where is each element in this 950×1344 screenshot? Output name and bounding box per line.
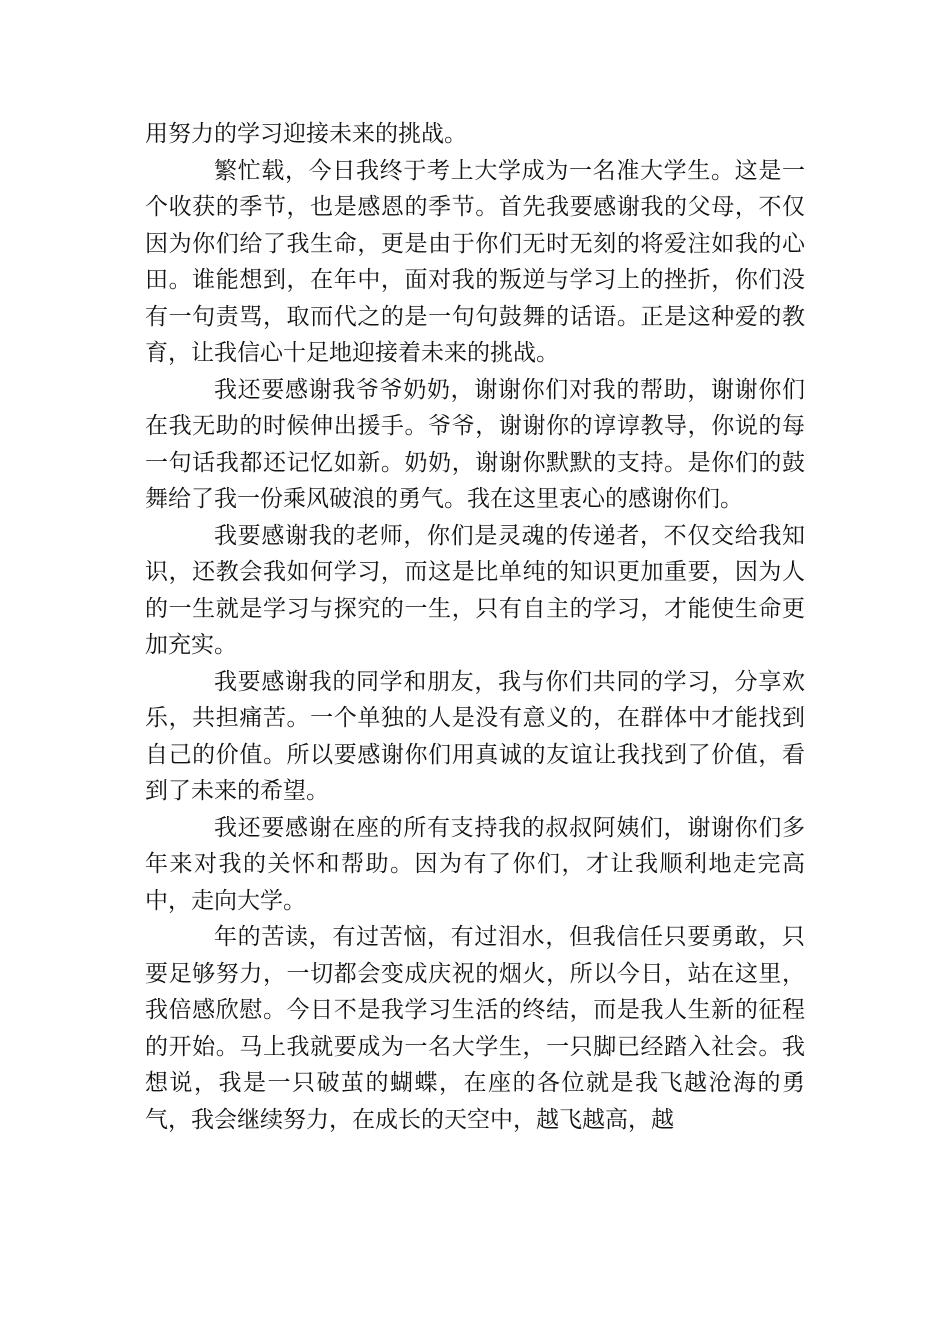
- document-body: [145, 116, 805, 1138]
- paragraph-thanks-parents: 繁忙载，今日我终于考上大学成为一名准大学生。这是一个收获的季节，也是感恩的季节。首先我要感谢我的父母，不仅因为你们给了我生命，更是由于你们无时无刻的将爱注如我的心田。谁能想到，在年中，面对我的叛逆与学习上的挫折，你们没有一句责骂，取而代之的是一句句鼓舞的话语。正是这种爱的教育，让我信心十足地迎接着未来的挑战。: [145, 157, 805, 366]
- paragraph-thanks-teachers: 我要感谢我的老师，你们是灵魂的传递者，不仅交给我知识，还教会我如何学习，而这是比单纯的知识更加重要，因为人的一生就是学习与探究的一生，只有自主的学习，才能使生命更加充实。: [145, 522, 805, 658]
- paragraph-closing: 年的苦读，有过苦恼，有过泪水，但我信任只要勇敢，只要足够努力，一切都会变成庆祝的烟火，所以今日，站在这里，我倍感欣慰。今日不是我学习生活的终结，而是我人生新的征程的开始。马上我就要成为一名大学生，一只脚已经踏入社会。我想说，我是一只破茧的蝴蝶，在座的各位就是我飞越沧海的勇气，我会继续努力，在成长的天空中，越飞越高，越: [145, 924, 805, 1133]
- paragraph-thanks-classmates: 我要感谢我的同学和朋友，我与你们共同的学习，分享欢乐，共担痛苦。一个单独的人是没有意义的，在群体中才能找到自己的价值。所以要感谢你们用真诚的友谊让我找到了价值，看到了未来的希望。: [145, 668, 805, 804]
- paragraph-continuation: 用努力的学习迎接未来的挑战。: [145, 121, 467, 147]
- paragraph-thanks-elders: 我还要感谢在座的所有支持我的叔叔阿姨们，谢谢你们多年来对我的关怀和帮助。因为有了你们，才让我顺利地走完高中，走向大学。: [145, 814, 805, 914]
- paragraph-thanks-grandparents: 我还要感谢我爷爷奶奶，谢谢你们对我的帮助，谢谢你们在我无助的时候伸出援手。爷爷，谢谢你的谆谆教导，你说的每一句话我都还记忆如新。奶奶，谢谢你默默的支持。是你们的鼓舞给了我一份乘风破浪的勇气。我在这里衷心的感谢你们。: [145, 376, 805, 512]
